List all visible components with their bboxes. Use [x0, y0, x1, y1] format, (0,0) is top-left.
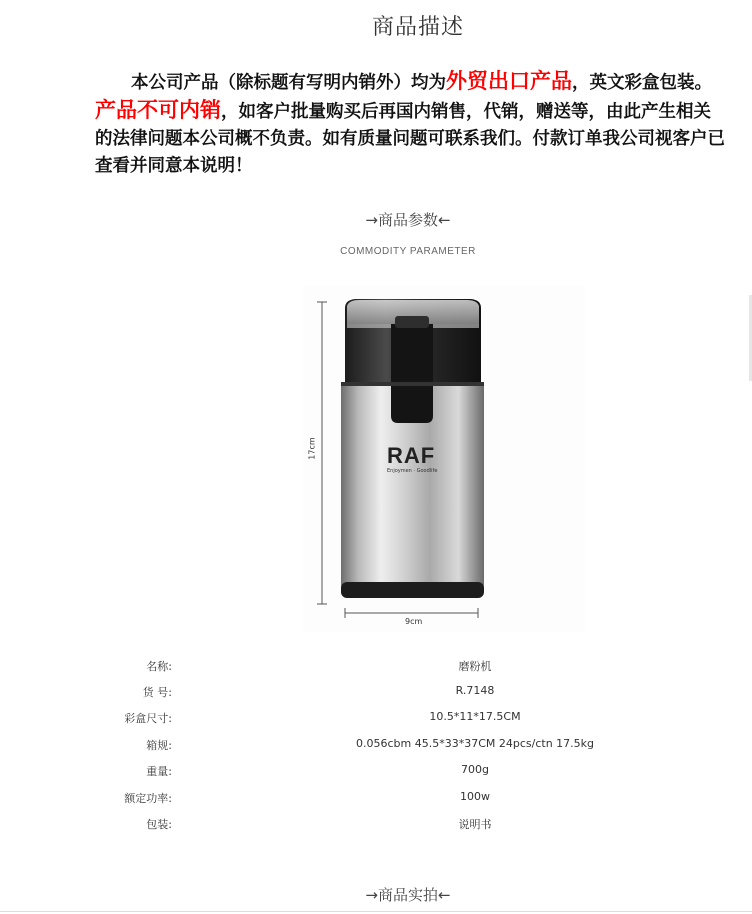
param-label: 包装: [146, 818, 172, 831]
width-label: 9cm [405, 617, 423, 626]
param-value: R.7148 [455, 684, 495, 697]
product-image [303, 286, 586, 632]
param-section-title: →商品参数← [365, 211, 451, 229]
param-row [0, 784, 752, 810]
param-row [0, 731, 752, 757]
notice-highlight-export: 外贸出口产品 [446, 69, 572, 93]
param-value: 0.056cbm 45.5*33*37CM 24pcs/ctn 17.5kg [355, 737, 595, 750]
notice-highlight-no-domestic: 产品不可内销 [95, 98, 221, 122]
brand-slogan: Enjoymen · Goodlife [387, 468, 438, 474]
param-label: 名称: [146, 660, 172, 673]
param-label: 重量: [146, 765, 172, 778]
param-row [0, 810, 752, 836]
height-label: 17cm [307, 437, 317, 460]
param-row [0, 652, 752, 678]
param-value: 700g [461, 763, 489, 776]
param-value: 100w [460, 790, 490, 803]
param-label: 箱规: [146, 739, 172, 752]
param-label: 额定功率: [124, 792, 172, 805]
export-notice [95, 68, 725, 180]
param-row [0, 704, 752, 730]
param-row [0, 757, 752, 783]
param-row [0, 678, 752, 704]
param-value: 10.5*11*17.5CM [429, 710, 521, 723]
param-value: 说明书 [458, 818, 492, 831]
page-title: 商品描述 [371, 15, 464, 40]
param-label: 彩盒尺寸: [124, 712, 172, 725]
notice-text-2: ，英文彩盒包装。 [572, 73, 712, 93]
divider [0, 911, 752, 912]
param-section-subtitle: COMMODITY PARAMETER [340, 246, 476, 257]
brand-logo: RAF [387, 443, 436, 468]
param-label: 货 号: [142, 686, 172, 699]
photo-section-title: →商品实拍← [365, 886, 451, 904]
param-value: 磨粉机 [458, 660, 492, 673]
notice-text-3: ，如客户批量购买后再国内销售，代销，赠送等，由此产生相关的法律问题本公司概不负责。如有质量问题可联系我们。付款订单我公司视客户已查看并同意本说明！ [95, 102, 725, 176]
coffee-grinder-illustration [303, 286, 586, 632]
notice-text-1: 本公司产品（除标题有写明内销外）均为 [131, 73, 446, 93]
